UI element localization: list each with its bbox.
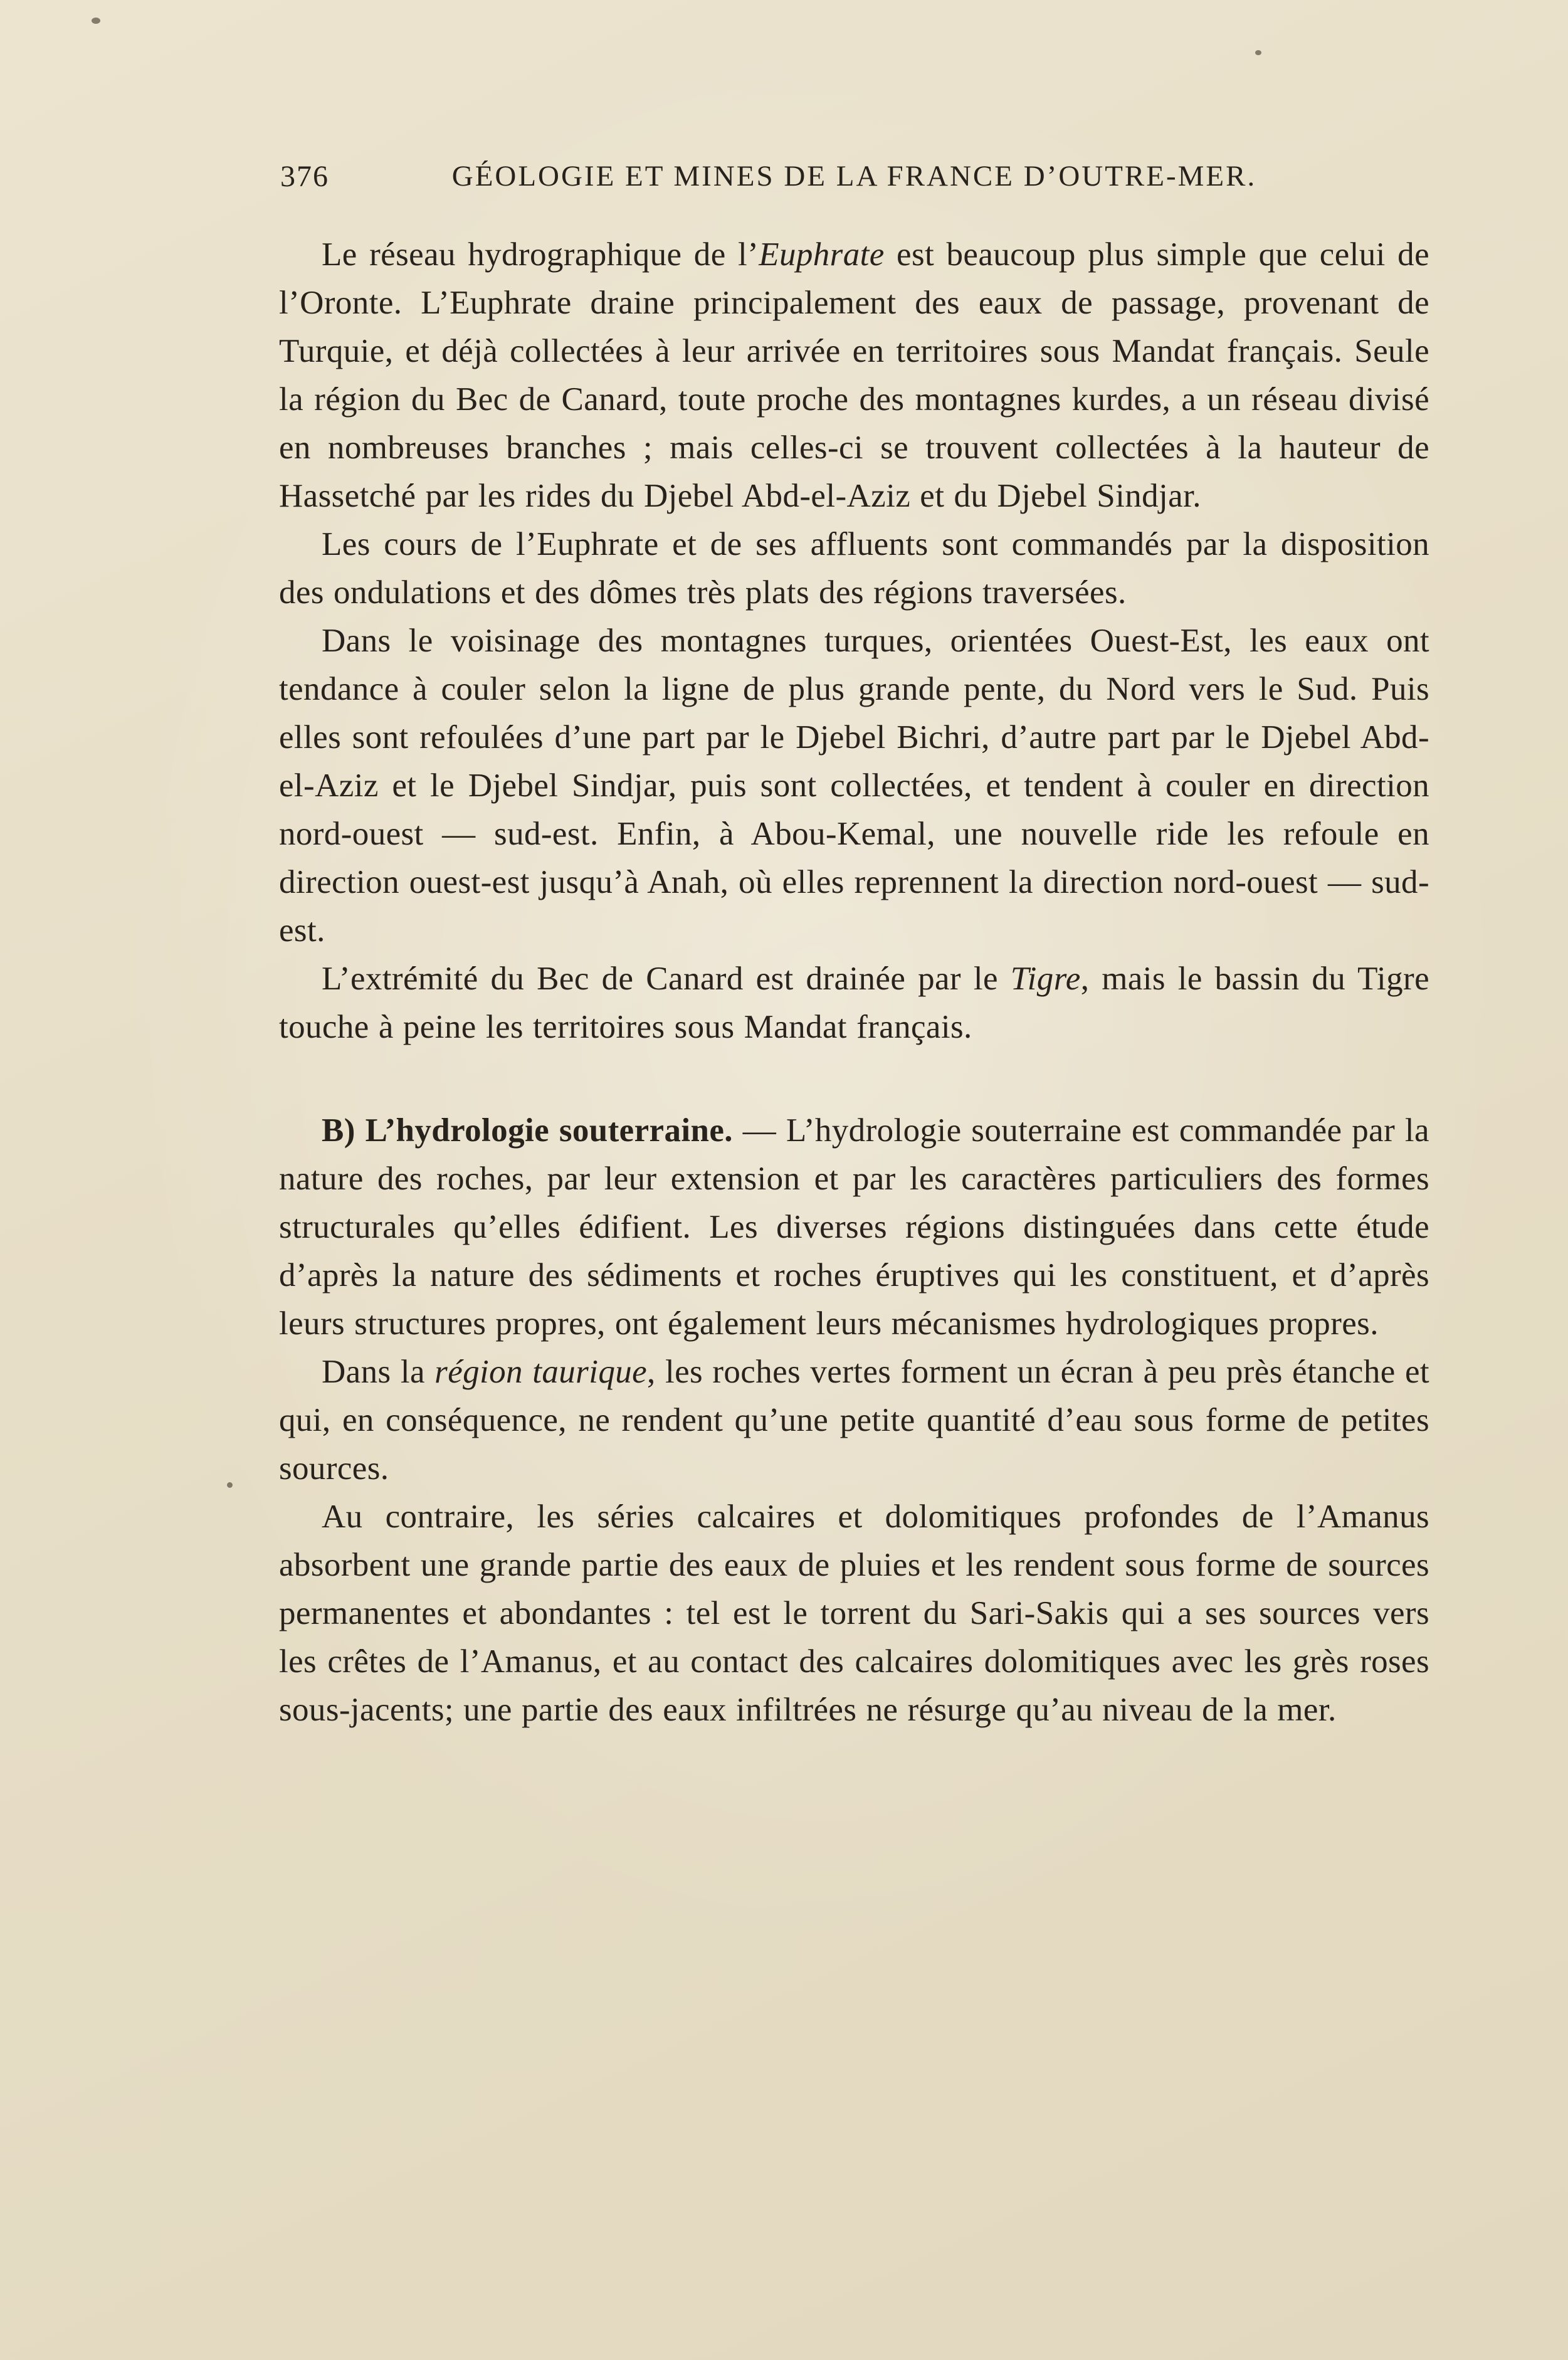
page-header bbox=[279, 155, 1429, 208]
italic-run: région taurique bbox=[434, 1354, 648, 1390]
text-run: est beaucoup plus simple que celui de l’Oronte. L’Euphrate draine principalement des eaux de passage, provenant de Turquie, et déjà collectées à leur arrivée en territoires sous Mandat français. Seule la région du Bec de Canard, toute proche des montagnes kurdes, a un réseau divisé en nombreuses branches ; mais celles-ci se trouvent collectées à la hauteur de Hassetché par les rides du Djebel Abd-el-Aziz et du Djebel Sindjar. bbox=[279, 236, 1429, 514]
paragraph bbox=[279, 1107, 1429, 1348]
text-run: L’extrémité du Bec de Canard est drainée par le bbox=[322, 961, 1011, 997]
paragraph bbox=[279, 520, 1429, 617]
text-run: Le réseau hydrographique de l’ bbox=[322, 236, 759, 273]
text-run: , mais le bassin du Tigre touche à peine les territoires sous Mandat français. bbox=[279, 961, 1429, 1045]
text-run: , les roches vertes forment un écran à peu près étanche et qui, en conséquence, ne rendent qu’une petite quantité d’eau sous forme de petites sources. bbox=[279, 1354, 1429, 1487]
text-run: — L’hydrologie souterraine est commandée par la nature des roches, par leur extension et par les caractères particuliers des formes structurales qu’elles édifient. Les diverses régions distinguées dans cette étude d’après la nature des sédiments et roches éruptives qui les constituent, et d’après leurs structures propres, ont également leurs mécanismes hydrologiques propres. bbox=[279, 1112, 1429, 1342]
paragraph bbox=[279, 617, 1429, 955]
paper-speck bbox=[227, 1482, 233, 1488]
italic-run: Euphrate bbox=[759, 236, 885, 273]
text-run: Dans le voisinage des montagnes turques, orientées Ouest-Est, les eaux ont tendance à couler selon la ligne de plus grande pente, du Nord vers le Sud. Puis elles sont refoulées d’une part par le Djebel Bichri, d’autre part par le Djebel Abd-el-Aziz et le Djebel Sindjar, puis sont collectées, et tendent à couler en direction nord-ouest — sud-est. Enfin, à Abou-Kemal, une nouvelle ride les refoule en direction ouest-est jusqu’à Anah, où elles reprennent la direction nord-ouest — sud-est. bbox=[279, 623, 1429, 949]
text-run: Dans la bbox=[322, 1354, 435, 1390]
paragraph bbox=[279, 1493, 1429, 1734]
paragraph bbox=[279, 231, 1429, 520]
paper-speck bbox=[92, 18, 100, 24]
paragraph bbox=[279, 955, 1429, 1051]
bold-run: B) L’hydrologie souterraine. bbox=[322, 1112, 733, 1149]
text-run: Les cours de l’Euphrate et de ses affluents sont commandés par la disposition des ondulations et des dômes très plats des régions traversées. bbox=[279, 526, 1429, 611]
italic-run: Tigre bbox=[1010, 961, 1081, 997]
paragraph bbox=[279, 1348, 1429, 1493]
text-run: Au contraire, les séries calcaires et dolomitiques profondes de l’Amanus absorbent une grande partie des eaux de pluies et les rendent sous forme de sources permanentes et abondantes : tel est le torrent du Sari-Sakis qui a ses sources vers les crêtes de l’Amanus, et au contact des calcaires dolomitiques avec les grès roses sous-jacents; une partie des eaux infiltrées ne résurge qu’au niveau de la mer. bbox=[279, 1499, 1429, 1728]
text-block bbox=[279, 231, 1429, 1734]
paper-speck bbox=[1255, 50, 1261, 55]
page-number: 376 bbox=[280, 160, 329, 193]
running-title: GÉOLOGIE ET MINES DE LA FRANCE D’OUTRE-MER. bbox=[451, 160, 1257, 192]
